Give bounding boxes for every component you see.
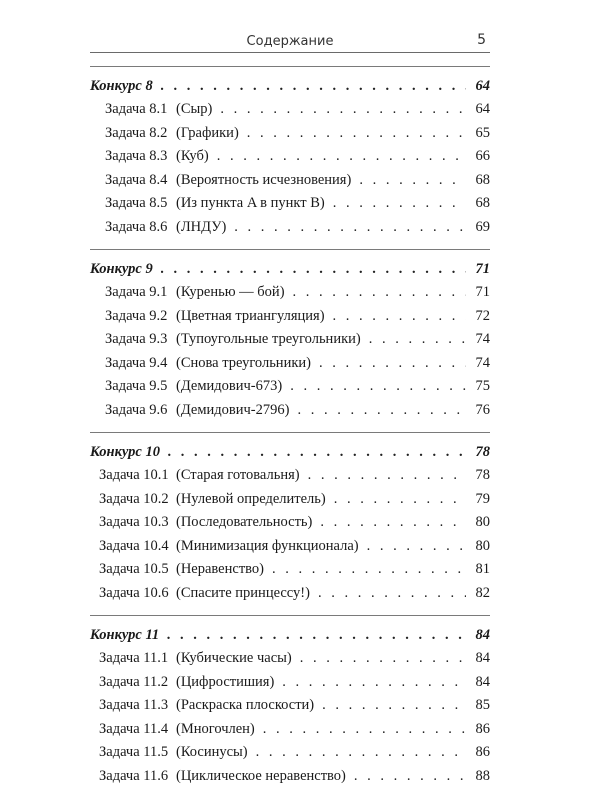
entry-page: 65 — [472, 122, 490, 146]
leader-dots — [234, 216, 466, 240]
entry-title: (Неравенство) — [176, 558, 264, 582]
entry-title: (Цветная триангуляция) — [176, 305, 325, 329]
entry-number: Задача 10.5 — [99, 558, 176, 582]
section-title: Конкурс 10 — [90, 440, 160, 464]
entry-number: Задача 11.1 — [99, 647, 176, 671]
section-heading[interactable] — [90, 257, 490, 281]
entry-title: (ЛНДУ) — [176, 216, 226, 240]
toc-entry[interactable] — [90, 169, 490, 193]
toc-entry[interactable] — [90, 511, 490, 535]
entry-page: 69 — [472, 216, 490, 240]
entry-page: 74 — [472, 328, 490, 352]
toc-entry[interactable] — [90, 694, 490, 718]
section-title: Конкурс 8 — [90, 74, 153, 98]
leader-dots — [333, 305, 466, 329]
leader-dots — [320, 511, 466, 535]
leader-dots — [297, 399, 466, 423]
section-page: 78 — [472, 440, 490, 464]
table-of-contents — [90, 66, 490, 788]
toc-entry[interactable] — [90, 558, 490, 582]
entry-title: (Куренью — бой) — [176, 281, 285, 305]
toc-section — [90, 432, 490, 615]
leader-dots — [161, 257, 466, 281]
leader-dots — [282, 671, 466, 695]
entry-title: (Циклическое неравенство) — [176, 765, 346, 788]
entry-page: 79 — [472, 488, 490, 512]
toc-entry[interactable] — [90, 352, 490, 376]
section-title: Конкурс 9 — [90, 257, 153, 281]
toc-entry[interactable] — [90, 399, 490, 423]
entry-page: 84 — [472, 647, 490, 671]
entry-number: Задача 11.2 — [99, 671, 176, 695]
toc-entry[interactable] — [90, 535, 490, 559]
entry-title: (Вероятность исчезновения) — [176, 169, 351, 193]
section-page: 71 — [472, 257, 490, 281]
leader-dots — [369, 328, 466, 352]
toc-entry[interactable] — [90, 122, 490, 146]
entry-page: 85 — [472, 694, 490, 718]
entry-number: Задача 8.1 — [105, 98, 176, 122]
entry-page: 86 — [472, 741, 490, 765]
entry-title: (Графики) — [176, 122, 239, 146]
leader-dots — [263, 718, 466, 742]
toc-entry[interactable] — [90, 671, 490, 695]
entry-page: 78 — [472, 464, 490, 488]
entry-page: 88 — [472, 765, 490, 788]
toc-entry[interactable] — [90, 375, 490, 399]
entry-title: (Нулевой определитель) — [176, 488, 326, 512]
leader-dots — [318, 582, 466, 606]
leader-dots — [334, 488, 466, 512]
leader-dots — [322, 694, 466, 718]
toc-entry[interactable] — [90, 328, 490, 352]
entry-number: Задача 9.5 — [105, 375, 176, 399]
leader-dots — [161, 74, 466, 98]
entry-page: 74 — [472, 352, 490, 376]
entry-number: Задача 9.6 — [105, 399, 176, 423]
toc-entry[interactable] — [90, 741, 490, 765]
entry-page: 76 — [472, 399, 490, 423]
entry-page: 80 — [472, 535, 490, 559]
entry-number: Задача 8.3 — [105, 145, 176, 169]
entry-number: Задача 10.6 — [99, 582, 176, 606]
entry-title: (Последовательность) — [176, 511, 312, 535]
leader-dots — [359, 169, 466, 193]
toc-entry[interactable] — [90, 192, 490, 216]
section-heading[interactable] — [90, 623, 490, 647]
leader-dots — [319, 352, 466, 376]
toc-entry[interactable] — [90, 718, 490, 742]
entry-number: Задача 11.5 — [99, 741, 176, 765]
running-title: Содержание — [90, 34, 490, 49]
entry-number: Задача 9.4 — [105, 352, 176, 376]
entry-number: Задача 11.4 — [99, 718, 176, 742]
leader-dots — [354, 765, 466, 788]
entry-number: Задача 11.6 — [99, 765, 176, 788]
entry-number: Задача 9.1 — [105, 281, 176, 305]
entry-page: 80 — [472, 511, 490, 535]
leader-dots — [220, 98, 466, 122]
entry-title: (Кубические часы) — [176, 647, 292, 671]
toc-entry[interactable] — [90, 305, 490, 329]
toc-entry[interactable] — [90, 582, 490, 606]
toc-entry[interactable] — [90, 647, 490, 671]
leader-dots — [168, 440, 466, 464]
toc-section — [90, 66, 490, 249]
section-heading[interactable] — [90, 74, 490, 98]
entry-number: Задача 8.2 — [105, 122, 176, 146]
toc-entry[interactable] — [90, 765, 490, 788]
entry-page: 71 — [472, 281, 490, 305]
entry-title: (Косинусы) — [176, 741, 248, 765]
entry-number: Задача 10.3 — [99, 511, 176, 535]
section-page: 64 — [472, 74, 490, 98]
entry-title: (Демидович-2796) — [176, 399, 289, 423]
entry-number: Задача 11.3 — [99, 694, 176, 718]
toc-section — [90, 249, 490, 432]
toc-section — [90, 615, 490, 788]
entry-title: (Цифростишия) — [176, 671, 274, 695]
entry-page: 68 — [472, 192, 490, 216]
toc-entry[interactable] — [90, 281, 490, 305]
entry-title: (Раскраска плоскости) — [176, 694, 314, 718]
leader-dots — [367, 535, 466, 559]
entry-title: (Сыр) — [176, 98, 212, 122]
entry-title: (Спасите принцессу!) — [176, 582, 310, 606]
entry-title: (Многочлен) — [176, 718, 255, 742]
entry-title: (Куб) — [176, 145, 209, 169]
entry-number: Задача 9.3 — [105, 328, 176, 352]
entry-page: 66 — [472, 145, 490, 169]
leader-dots — [290, 375, 466, 399]
toc-entry[interactable] — [90, 145, 490, 169]
page-number: 5 — [477, 32, 486, 48]
entry-title: (Снова треугольники) — [176, 352, 311, 376]
entry-title: (Из пункта A в пункт B) — [176, 192, 325, 216]
entry-page: 72 — [472, 305, 490, 329]
entry-page: 75 — [472, 375, 490, 399]
toc-entry[interactable] — [90, 488, 490, 512]
entry-title: (Демидович-673) — [176, 375, 282, 399]
entry-number: Задача 9.2 — [105, 305, 176, 329]
leader-dots — [293, 281, 466, 305]
leader-dots — [167, 623, 466, 647]
entry-title: (Минимизация функционала) — [176, 535, 359, 559]
entry-number: Задача 10.4 — [99, 535, 176, 559]
entry-number: Задача 8.4 — [105, 169, 176, 193]
running-header — [90, 30, 490, 53]
entry-page: 86 — [472, 718, 490, 742]
toc-entry[interactable] — [90, 216, 490, 240]
leader-dots — [247, 122, 466, 146]
toc-entry[interactable] — [90, 464, 490, 488]
entry-title: (Тупоугольные треугольники) — [176, 328, 361, 352]
entry-title: (Старая готовальня) — [176, 464, 300, 488]
entry-page: 81 — [472, 558, 490, 582]
entry-page: 64 — [472, 98, 490, 122]
leader-dots — [256, 741, 466, 765]
leader-dots — [308, 464, 466, 488]
leader-dots — [300, 647, 466, 671]
entry-number: Задача 10.1 — [99, 464, 176, 488]
section-title: Конкурс 11 — [90, 623, 159, 647]
leader-dots — [272, 558, 466, 582]
leader-dots — [217, 145, 466, 169]
section-heading[interactable] — [90, 440, 490, 464]
leader-dots — [333, 192, 466, 216]
toc-entry[interactable] — [90, 98, 490, 122]
entry-number: Задача 8.5 — [105, 192, 176, 216]
section-page: 84 — [472, 623, 490, 647]
entry-number: Задача 8.6 — [105, 216, 176, 240]
entry-page: 82 — [472, 582, 490, 606]
entry-page: 68 — [472, 169, 490, 193]
entry-page: 84 — [472, 671, 490, 695]
entry-number: Задача 10.2 — [99, 488, 176, 512]
